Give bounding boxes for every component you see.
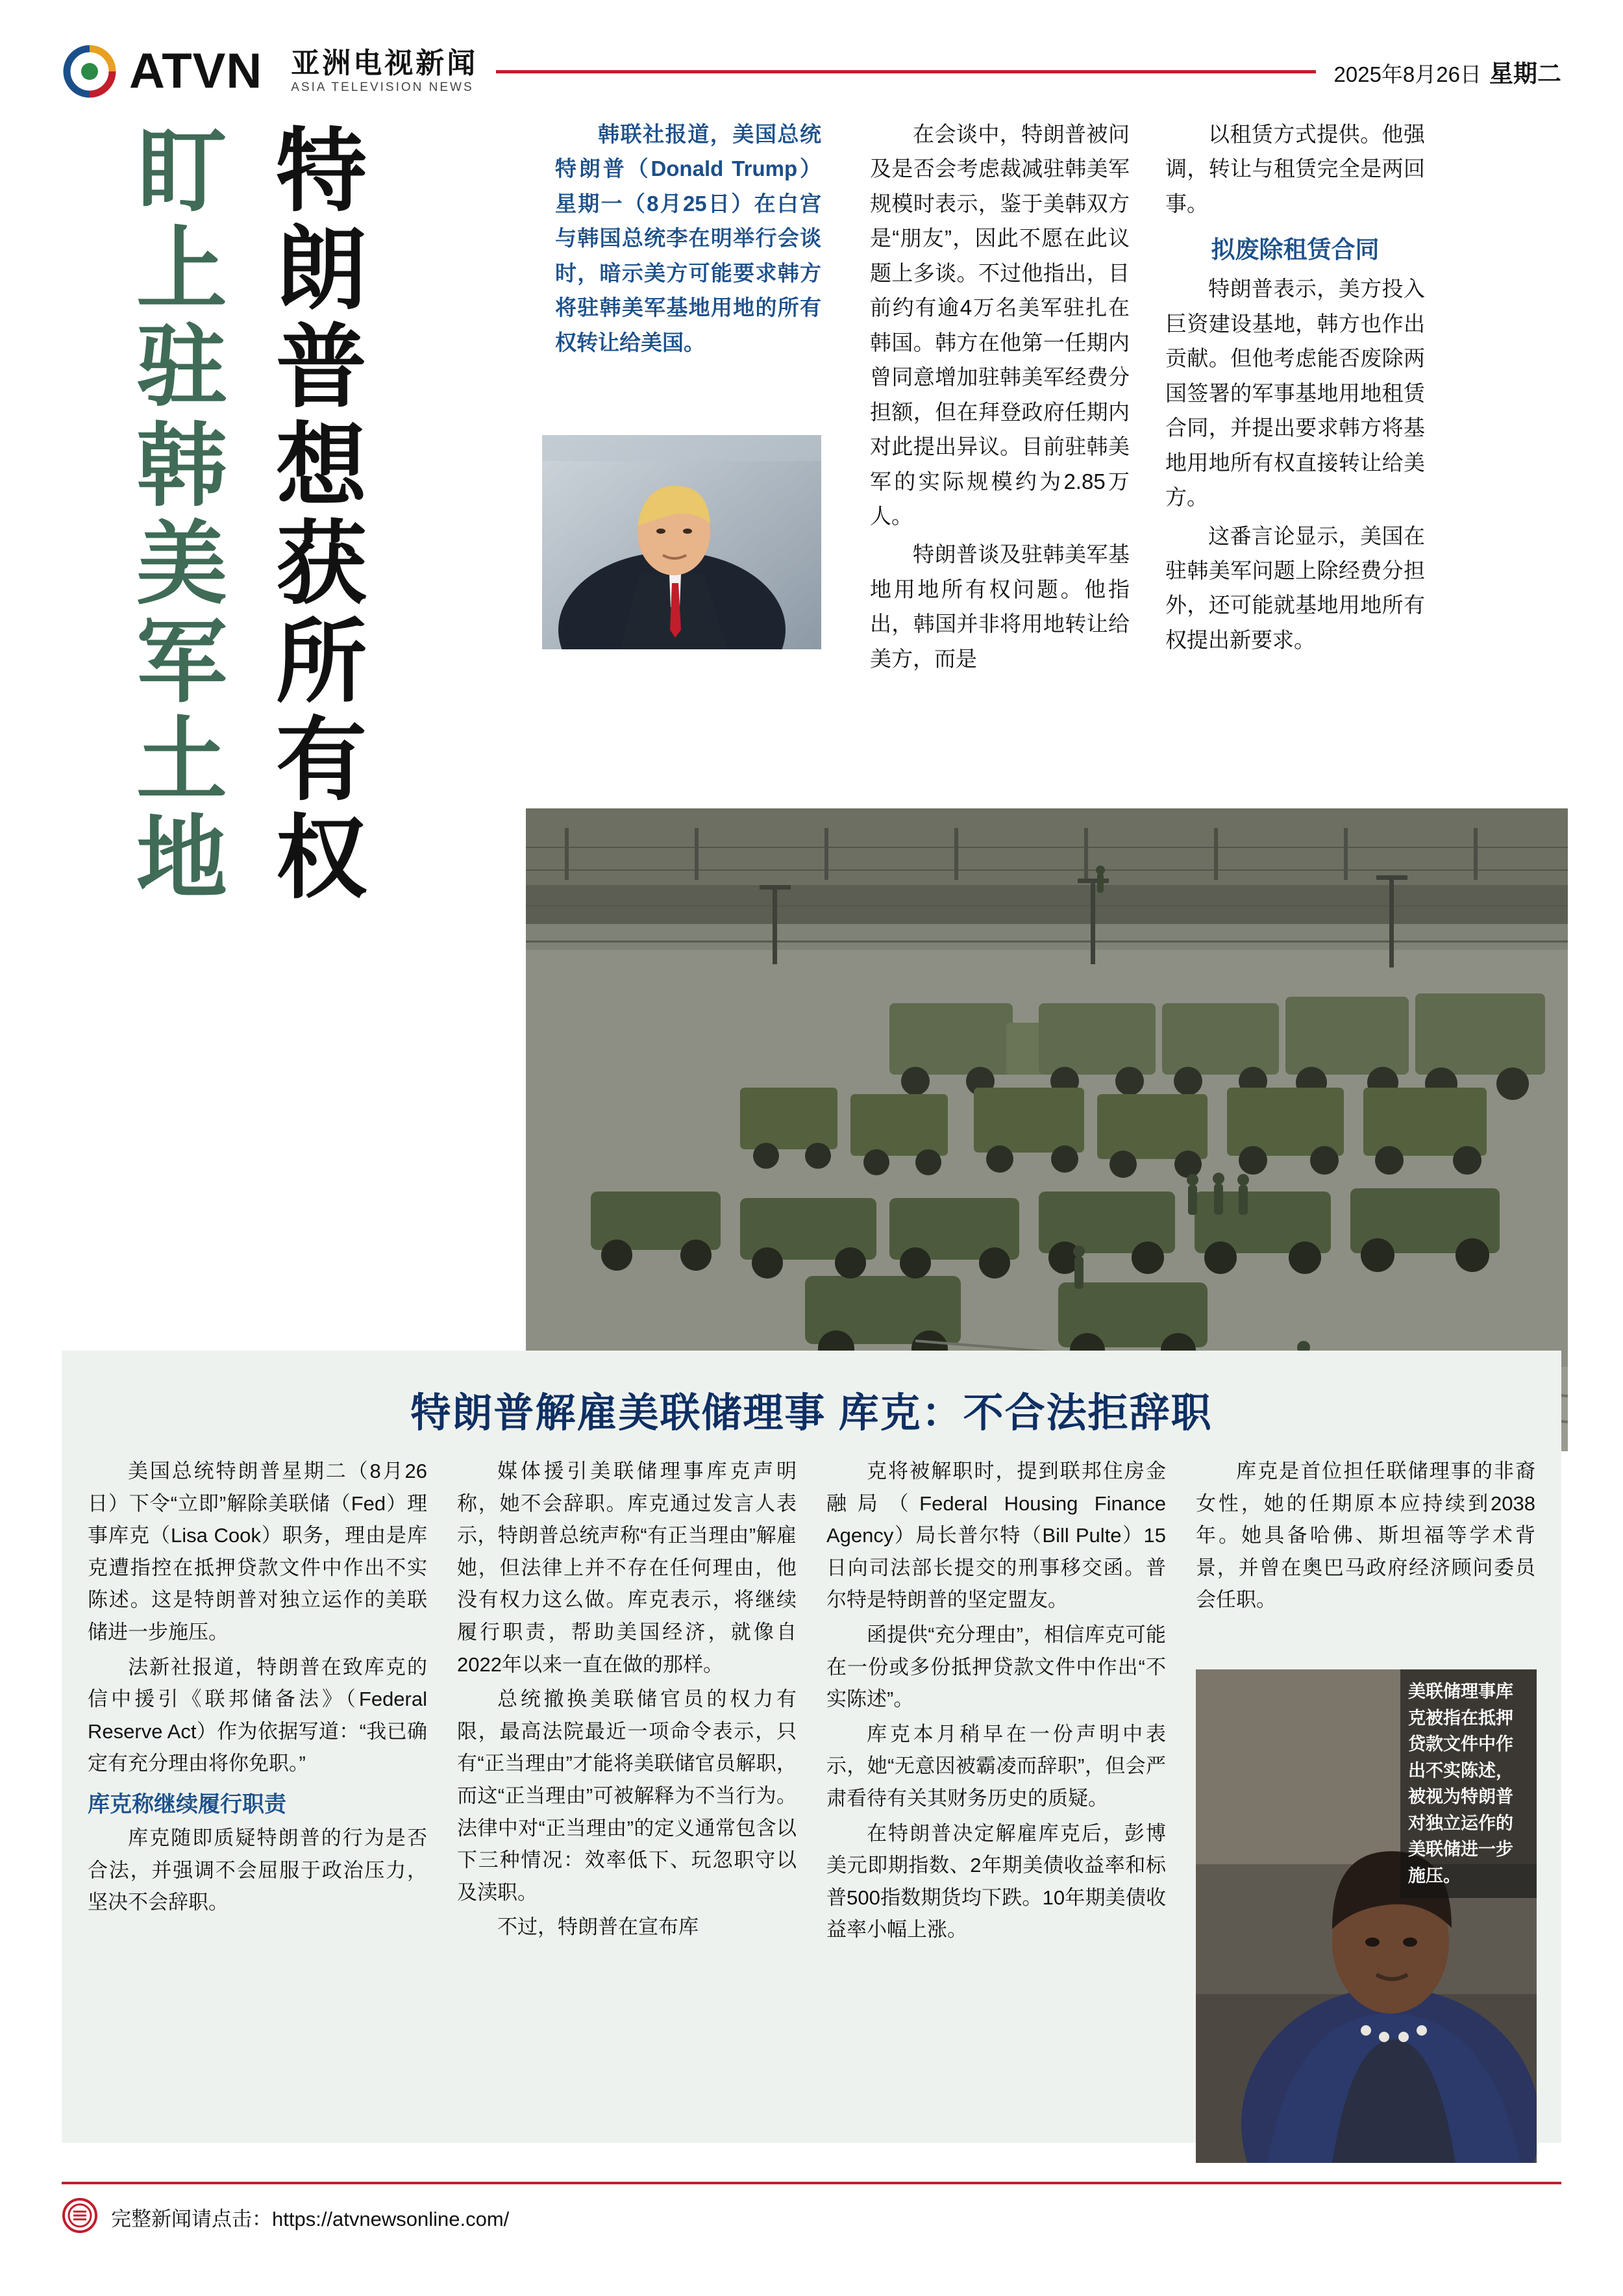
headline-char: 特 [275, 122, 367, 223]
article-secondary [62, 1351, 1561, 2143]
article-main [62, 117, 1561, 1279]
headline-char: 想 [275, 416, 367, 518]
headline-char: 土 [136, 711, 227, 812]
masthead [62, 0, 1561, 97]
masthead-date [1334, 54, 1561, 89]
photo-caption: 美联储理事库克被指在抵押贷款文件中作出不实陈述，被视为特朗普对独立运作的美联储进一步施压。 [1400, 1669, 1537, 1898]
secondary-column-4 [1196, 1455, 1535, 1949]
paragraph: 法新社报道，特朗普在致库克的信中援引《联邦储备法》（Federal Reserve Act）作为依据写道：“我已确定有充分理由将你免职。” [88, 1655, 427, 1775]
brand-name-en: ASIA TELEVISION NEWS [291, 81, 474, 95]
headline-char: 获 [275, 514, 367, 616]
paragraph: 以租赁方式提供。他强调，转让与租赁完全是两回事。 [1165, 122, 1425, 216]
headline-column-left [117, 123, 247, 909]
secondary-column-1 [88, 1455, 427, 1949]
logo[interactable] [62, 44, 478, 99]
secondary-columns [88, 1455, 1535, 1949]
headline-char: 韩 [136, 416, 227, 518]
photo-cook [1196, 1669, 1537, 2163]
headline-char: 所 [275, 612, 367, 714]
paragraph: 在会谈中，特朗普被问及是否会考虑裁减驻韩美军规模时表示，鉴于美韩双方是“朋友”，因此不愿在此议题上多谈。不过他指出，目前约有逾4万名美军驻扎在韩国。韩方在他第一任期内曾同意增加驻韩美军经费分担额，但在拜登政府任期内对此提出异议。目前驻韩美军的实际规模约为2.85万人。 [870, 122, 1130, 528]
headline-char: 有 [275, 711, 367, 812]
article-lede [555, 117, 821, 360]
paragraph: 库克本月稍早在一份声明中表示，她“无意因被霸凌而辞职”，但会严肃看待有关其财务历史的质疑。 [826, 1722, 1166, 1810]
headline-char: 美 [136, 514, 227, 616]
paragraph: 在特朗普决定解雇库克后，彭博美元即期指数、2年期美债收益率和标普500指数期货均下跌。10年期美债收益率小幅上涨。 [826, 1821, 1166, 1941]
secondary-subheading: 库克称继续履行职责 [88, 1791, 286, 1817]
main-headline [117, 123, 428, 1214]
logo-text: ATVN [129, 44, 263, 99]
brand-name-cn: 亚洲电视新闻 [291, 47, 478, 79]
secondary-headline: 特朗普解雇美联储理事 库克：不合法拒辞职 [410, 1391, 1213, 1436]
headline-char: 地 [136, 809, 227, 910]
headline-char: 驻 [136, 318, 227, 419]
weekday-text: 星期二 [1489, 60, 1561, 87]
headline-char: 盯 [136, 122, 227, 223]
headline-char: 上 [136, 220, 227, 321]
masthead-divider [496, 70, 1315, 73]
paragraph: 这番言论显示，美国在驻韩美军问题上除经费分担外，还可能就基地用地所有权提出新要求。 [1165, 523, 1425, 652]
atvn-logo-icon [62, 44, 118, 99]
footer-link[interactable]: 完整新闻请点击：https://atvnewsonline.com/ [111, 2208, 510, 2230]
paragraph: 库克是首位担任联储理事的非裔女性，她的任期原本应持续到2038年。她具备哈佛、斯坦福等学术背景，并曾在奥巴马政府经济顾问委员会任职。 [1196, 1460, 1535, 1612]
paragraph: 特朗普表示，美方投入巨资建设基地，韩方也作出贡献。但他考虑能否废除两国签署的军事基地用地租赁合同，并提出要求韩方将基地用地所有权直接转让给美方。 [1165, 277, 1425, 510]
date-text: 2025年8月26日 [1333, 62, 1481, 86]
article-column-a [870, 117, 1130, 680]
brand-names [291, 49, 478, 94]
paragraph: 克将被解职时，提到联邦住房金融局（Federal Housing Finance Agency）局长普尔特（Bill Pulte）15日向司法部长提交的刑事移交函。普尔特是特朗普的坚定盟友。 [826, 1460, 1166, 1612]
article-subheading: 拟废除租赁合同 [1211, 236, 1380, 264]
paragraph: 不过，特朗普在宣布库 [497, 1915, 699, 1939]
headline-char: 军 [136, 612, 227, 714]
headline-column-right [256, 123, 386, 909]
headline-char: 朗 [275, 220, 367, 321]
footer-row [62, 2197, 1561, 2237]
stamp-icon [62, 2197, 98, 2237]
article-column-b [1165, 117, 1425, 661]
photo-trump [542, 435, 821, 649]
lede-text: 韩联社报道，美国总统特朗普（Donald Trump）星期一（8月25日）在白宫与韩国总统李在明举行会谈时，暗示美方可能要求韩方将驻韩美军基地用地的所有权转让给美国。 [555, 122, 821, 355]
paragraph: 特朗普谈及驻韩美军基地用地所有权问题。他指出，韩国并非将用地转让给美方，而是 [870, 542, 1130, 671]
secondary-column-2 [457, 1455, 797, 1949]
paragraph: 库克随即质疑特朗普的行为是否合法，并强调不会屈服于政治压力，坚决不会辞职。 [88, 1826, 427, 1914]
paragraph: 函提供“充分理由”，相信库克可能在一份或多份抵押贷款文件中作出“不实陈述”。 [826, 1623, 1166, 1711]
paragraph: 美国总统特朗普星期二（8月26日）下令“立即”解除美联储（Fed）理事库克（Lisa Cook）职务，理由是库克遭指控在抵押贷款文件中作出不实陈述。这是特朗普对独立运作的美联储进一步施压。 [88, 1460, 427, 1643]
footer-divider [62, 2182, 1561, 2184]
secondary-column-3 [826, 1455, 1166, 1949]
paragraph: 总统撤换美联储官员的权力有限，最高法院最近一项命令表示，只有“正当理由”才能将美联储官员解职，而这“正当理由”可被解释为不当行为。法律中对“正当理由”的定义通常包含以下三种情况：效率低下、玩忽职守以及渎职。 [457, 1688, 797, 1904]
footer [62, 2182, 1561, 2237]
headline-char: 权 [275, 809, 367, 910]
headline-char: 普 [275, 318, 367, 419]
paragraph: 媒体援引美联储理事库克声明称，她不会辞职。库克通过发言人表示，特朗普总统声称“有正当理由”解雇她，但法律上并不存在任何理由，他没有权力这么做。库克表示，将继续履行职责，帮助美国经济，就像自2022年以来一直在做的那样。 [457, 1460, 797, 1676]
